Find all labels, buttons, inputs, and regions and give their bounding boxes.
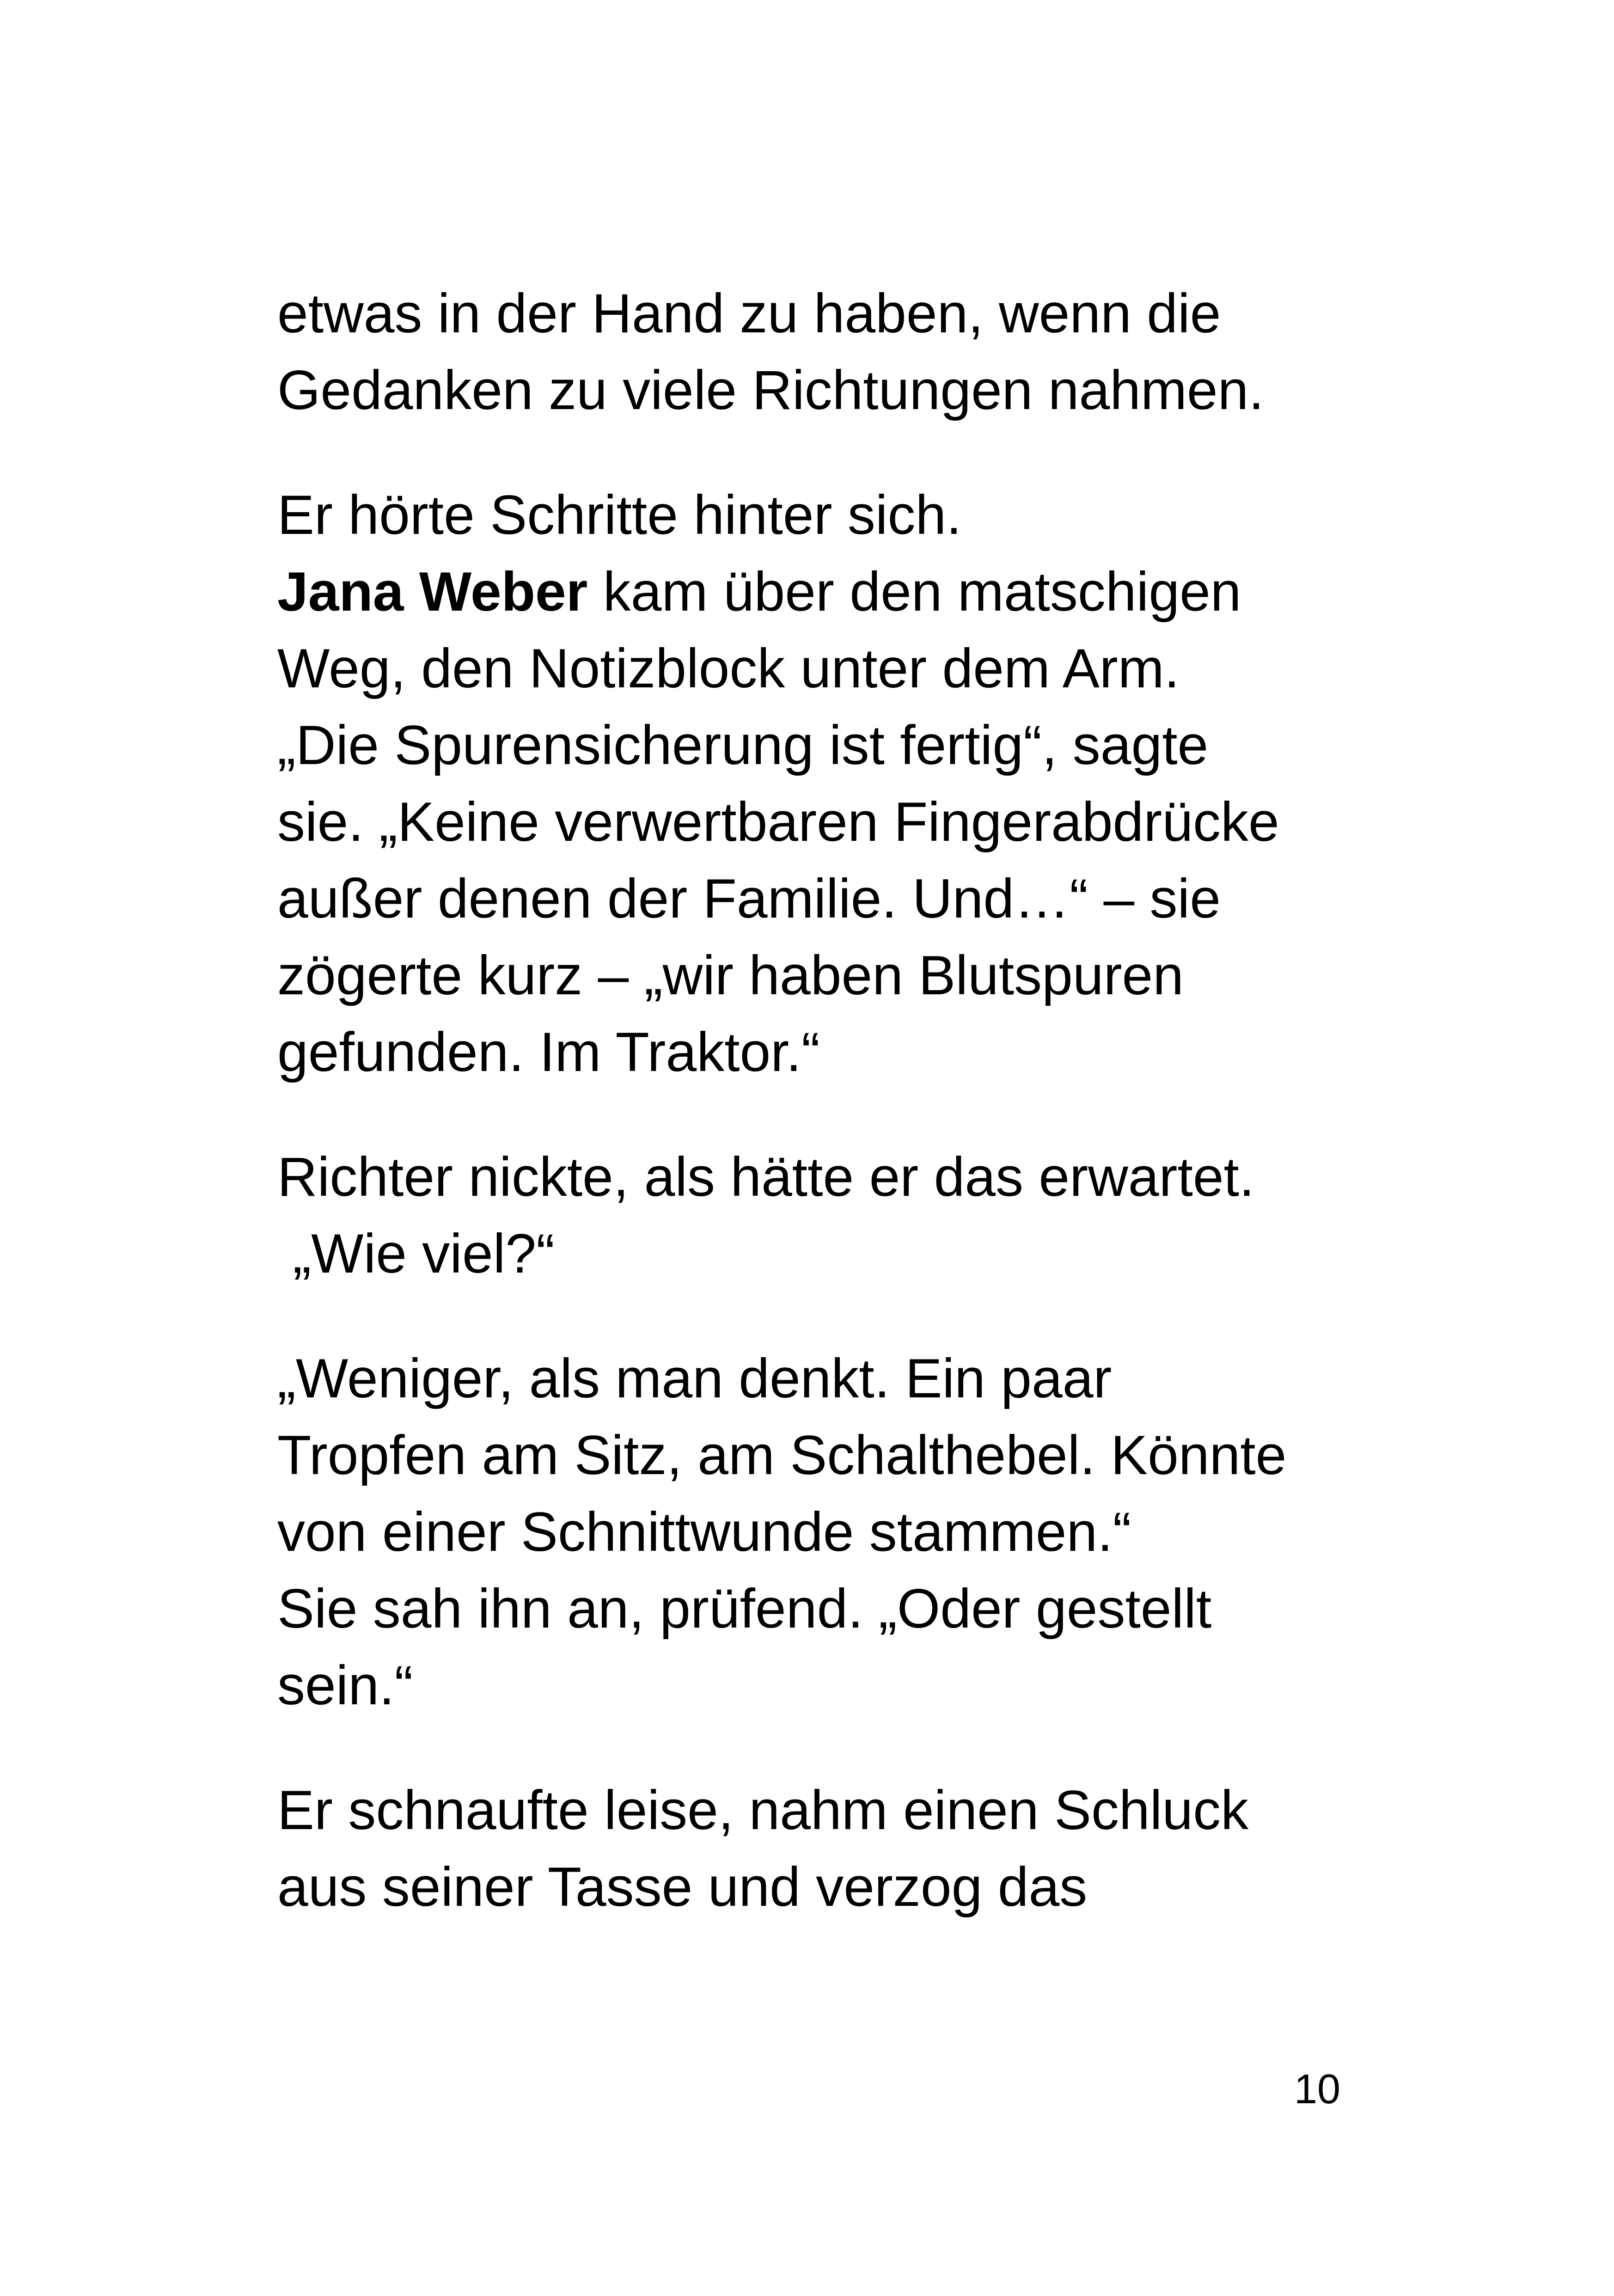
text-line: Richter nickte, als hätte er das erwartet. [277, 1146, 1255, 1208]
paragraph-1 [277, 275, 1387, 429]
paragraph-5 [277, 1772, 1387, 1925]
paragraph-3 [277, 1139, 1387, 1292]
text-line: von einer Schnittwunde stammen.“ [277, 1501, 1131, 1563]
text-line: „Weniger, als man denkt. Ein paar [277, 1347, 1112, 1409]
text-line: „Wie viel?“ [277, 1223, 555, 1285]
text-line [277, 553, 1387, 630]
text-line: Er schnaufte leise, nahm einen Schluck [277, 1779, 1249, 1841]
text-line: außer denen der Familie. Und…“ – sie [277, 868, 1221, 930]
text-line: sein.“ [277, 1654, 413, 1716]
body-text [277, 275, 1387, 1925]
text-line: zögerte kurz – „wir haben Blutspuren [277, 944, 1184, 1006]
text-line: Sie sah ihn an, prüfend. „Oder gestellt [277, 1578, 1212, 1640]
paragraph-4 [277, 1340, 1387, 1724]
text-fragment: kam über den matschigen [587, 561, 1241, 623]
text-line: gefunden. Im Traktor.“ [277, 1021, 820, 1083]
text-line: aus seiner Tasse und verzog das [277, 1856, 1088, 1918]
page-number: 10 [1294, 2066, 1340, 2112]
text-line: Er hörte Schritte hinter sich. [277, 484, 962, 546]
text-line: Tropfen am Sitz, am Schalthebel. Könnte [277, 1424, 1287, 1486]
text-line: „Die Spurensicherung ist fertig“, sagte [277, 714, 1209, 776]
text-line: Gedanken zu viele Richtungen nahmen. [277, 359, 1264, 421]
text-line: Weg, den Notizblock unter dem Arm. [277, 637, 1180, 699]
text-line: sie. „Keine verwertbaren Fingerabdrücke [277, 791, 1279, 853]
text-line: etwas in der Hand zu haben, wenn die [277, 282, 1221, 344]
paragraph-2 [277, 477, 1387, 1090]
character-name: Jana Weber [277, 561, 588, 623]
